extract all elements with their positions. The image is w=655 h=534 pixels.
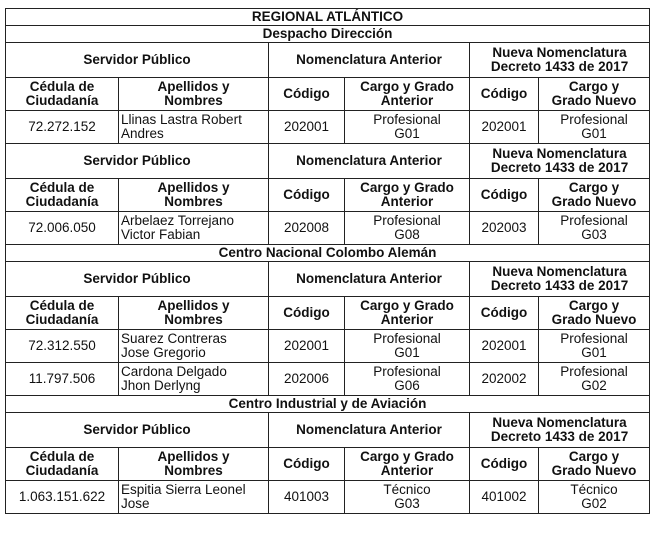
nombre-line-2: Andres: [121, 126, 164, 141]
nombre-cell: [119, 330, 269, 363]
section-title: Centro Nacional Colombo Alemán: [6, 245, 650, 262]
nueva-nomen-header: [470, 43, 650, 78]
cargo-anterior-header: [345, 448, 470, 481]
cargo-anterior-line-2: G08: [394, 227, 420, 242]
cedula-cell: 1.063.151.622: [6, 481, 119, 514]
nombre-cell: [119, 212, 269, 245]
cargo-nuevo-header-line-1: Cargo y: [568, 449, 620, 464]
nueva-nomen-line-1: Nueva Nomenclatura: [492, 264, 627, 279]
cargo-anterior-header-line-1: Cargo y Grado: [360, 79, 454, 94]
cargo-nuevo-header-line-2: Grado Nuevo: [551, 463, 637, 478]
codigo-anterior-cell: 401003: [269, 481, 345, 514]
nomen-anterior-header: Nomenclatura Anterior: [269, 144, 470, 179]
column-header-row: [6, 78, 650, 111]
cargo-anterior-header: [345, 78, 470, 111]
cargo-anterior-line-2: G01: [394, 126, 420, 141]
section-row: [6, 396, 650, 413]
nombre-line-1: Espitia Sierra Leonel: [121, 482, 246, 497]
cargo-nuevo-header-line-2: Grado Nuevo: [551, 312, 637, 327]
cargo-anterior-line-2: G03: [394, 496, 420, 511]
document: [5, 8, 650, 514]
group-header-row: [6, 262, 650, 297]
apellidos-header: [119, 78, 269, 111]
codigo-nuevo-header: Código: [470, 179, 539, 212]
table-row: [6, 212, 650, 245]
cedula-header-line-2: Ciudadanía: [25, 194, 99, 209]
codigo-anterior-header: Código: [269, 78, 345, 111]
nombre-line-2: Jose: [121, 496, 150, 511]
apellidos-header-line-1: Apellidos y: [157, 449, 230, 464]
servidor-header: Servidor Público: [6, 413, 269, 448]
servidor-header: Servidor Público: [6, 43, 269, 78]
section-row: [6, 26, 650, 43]
apellidos-header-line-2: Nombres: [164, 93, 223, 108]
cargo-anterior-line-1: Profesional: [373, 364, 441, 379]
group-header-row: [6, 144, 650, 179]
nomenclature-table: [5, 8, 650, 514]
cedula-cell: 72.312.550: [6, 330, 119, 363]
apellidos-header: [119, 297, 269, 330]
cedula-header-line-1: Cédula de: [29, 449, 95, 464]
table-row: [6, 481, 650, 514]
codigo-anterior-cell: 202001: [269, 111, 345, 144]
cedula-cell: 72.006.050: [6, 212, 119, 245]
group-header-row: [6, 43, 650, 78]
nueva-nomen-header: [470, 262, 650, 297]
nueva-nomen-line-1: Nueva Nomenclatura: [492, 146, 627, 161]
cedula-header-line-1: Cédula de: [29, 180, 95, 195]
nombre-line-2: Jhon Derlyng: [121, 378, 201, 393]
apellidos-header: [119, 179, 269, 212]
nueva-nomen-line-2: Decreto 1433 de 2017: [490, 59, 629, 74]
nombre-line-1: Arbelaez Torrejano: [121, 213, 235, 228]
servidor-header: Servidor Público: [6, 262, 269, 297]
column-header-row: [6, 297, 650, 330]
cedula-header: [6, 78, 119, 111]
codigo-nuevo-cell: 401002: [470, 481, 539, 514]
cargo-nuevo-header-line-1: Cargo y: [568, 79, 620, 94]
cargo-anterior-header-line-2: Anterior: [380, 463, 434, 478]
cedula-cell: 11.797.506: [6, 363, 119, 396]
table-body: [6, 9, 650, 514]
cargo-nuevo-header-line-1: Cargo y: [568, 180, 620, 195]
servidor-header: Servidor Público: [6, 144, 269, 179]
cargo-nuevo-cell: [539, 363, 650, 396]
codigo-nuevo-header: Código: [470, 78, 539, 111]
nueva-nomen-header: [470, 413, 650, 448]
nueva-nomen-line-2: Decreto 1433 de 2017: [490, 278, 629, 293]
cargo-nuevo-line-2: G02: [581, 496, 607, 511]
cargo-nuevo-header-line-1: Cargo y: [568, 298, 620, 313]
cargo-nuevo-header-line-2: Grado Nuevo: [551, 93, 637, 108]
codigo-nuevo-cell: 202002: [470, 363, 539, 396]
codigo-nuevo-cell: 202001: [470, 330, 539, 363]
nomen-anterior-header: Nomenclatura Anterior: [269, 43, 470, 78]
cargo-anterior-line-1: Profesional: [373, 112, 441, 127]
group-header-row: [6, 413, 650, 448]
cargo-nuevo-line-2: G02: [581, 378, 607, 393]
cargo-anterior-cell: [345, 111, 470, 144]
cargo-nuevo-line-1: Profesional: [560, 331, 628, 346]
cargo-nuevo-line-2: G03: [581, 227, 607, 242]
nomen-anterior-header: Nomenclatura Anterior: [269, 413, 470, 448]
cargo-nuevo-line-2: G01: [581, 345, 607, 360]
nueva-nomen-line-1: Nueva Nomenclatura: [492, 415, 627, 430]
cedula-cell: 72.272.152: [6, 111, 119, 144]
cargo-nuevo-cell: [539, 212, 650, 245]
nueva-nomen-header: [470, 144, 650, 179]
cargo-nuevo-line-1: Profesional: [560, 112, 628, 127]
codigo-nuevo-header: Código: [470, 448, 539, 481]
codigo-anterior-header: Código: [269, 179, 345, 212]
apellidos-header-line-1: Apellidos y: [157, 180, 230, 195]
cedula-header-line-2: Ciudadanía: [25, 463, 99, 478]
nomen-anterior-header: Nomenclatura Anterior: [269, 262, 470, 297]
cargo-nuevo-header-line-2: Grado Nuevo: [551, 194, 637, 209]
cargo-anterior-cell: [345, 481, 470, 514]
column-header-row: [6, 448, 650, 481]
cargo-anterior-header: [345, 297, 470, 330]
nombre-cell: [119, 363, 269, 396]
cargo-nuevo-line-1: Profesional: [560, 364, 628, 379]
apellidos-header-line-1: Apellidos y: [157, 298, 230, 313]
codigo-anterior-header: Código: [269, 448, 345, 481]
cedula-header-line-2: Ciudadanía: [25, 93, 99, 108]
cargo-anterior-header-line-2: Anterior: [380, 312, 434, 327]
codigo-nuevo-cell: 202003: [470, 212, 539, 245]
cedula-header-line-1: Cédula de: [29, 79, 95, 94]
cedula-header-line-1: Cédula de: [29, 298, 95, 313]
codigo-nuevo-cell: 202001: [470, 111, 539, 144]
nombre-line-1: Llinas Lastra Robert: [121, 112, 242, 127]
apellidos-header-line-1: Apellidos y: [157, 79, 230, 94]
apellidos-header: [119, 448, 269, 481]
nombre-line-2: Jose Gregorio: [121, 345, 206, 360]
region-title: REGIONAL ATLÁNTICO: [6, 9, 650, 26]
cargo-anterior-header: [345, 179, 470, 212]
codigo-anterior-header: Código: [269, 297, 345, 330]
codigo-anterior-cell: 202008: [269, 212, 345, 245]
cargo-nuevo-line-1: Técnico: [570, 482, 618, 497]
cargo-anterior-header-line-1: Cargo y Grado: [360, 298, 454, 313]
cargo-nuevo-header: [539, 297, 650, 330]
nueva-nomen-line-1: Nueva Nomenclatura: [492, 45, 627, 60]
nueva-nomen-line-2: Decreto 1433 de 2017: [490, 429, 629, 444]
cargo-nuevo-cell: [539, 330, 650, 363]
cargo-anterior-cell: [345, 330, 470, 363]
cargo-anterior-header-line-2: Anterior: [380, 93, 434, 108]
section-title: Centro Industrial y de Aviación: [6, 396, 650, 413]
cargo-anterior-header-line-2: Anterior: [380, 194, 434, 209]
cargo-anterior-cell: [345, 212, 470, 245]
nombre-line-1: Cardona Delgado: [121, 364, 227, 379]
table-row: [6, 363, 650, 396]
apellidos-header-line-2: Nombres: [164, 312, 223, 327]
cargo-anterior-line-2: G06: [394, 378, 420, 393]
cargo-anterior-line-1: Profesional: [373, 331, 441, 346]
cargo-nuevo-cell: [539, 111, 650, 144]
cargo-nuevo-line-1: Profesional: [560, 213, 628, 228]
cargo-nuevo-header: [539, 179, 650, 212]
cedula-header-line-2: Ciudadanía: [25, 312, 99, 327]
cargo-anterior-header-line-1: Cargo y Grado: [360, 180, 454, 195]
section-row: [6, 245, 650, 262]
nombre-cell: [119, 481, 269, 514]
nombre-cell: [119, 111, 269, 144]
table-row: [6, 111, 650, 144]
cargo-nuevo-header: [539, 78, 650, 111]
region-title-row: [6, 9, 650, 26]
nueva-nomen-line-2: Decreto 1433 de 2017: [490, 160, 629, 175]
table-row: [6, 330, 650, 363]
codigo-nuevo-header: Código: [470, 297, 539, 330]
codigo-anterior-cell: 202001: [269, 330, 345, 363]
nombre-line-2: Victor Fabian: [121, 227, 201, 242]
nombre-line-1: Suarez Contreras: [121, 331, 227, 346]
cargo-anterior-cell: [345, 363, 470, 396]
cargo-nuevo-cell: [539, 481, 650, 514]
cargo-anterior-line-2: G01: [394, 345, 420, 360]
cargo-anterior-line-1: Técnico: [383, 482, 431, 497]
apellidos-header-line-2: Nombres: [164, 463, 223, 478]
cedula-header: [6, 448, 119, 481]
cargo-anterior-line-1: Profesional: [373, 213, 441, 228]
cargo-nuevo-line-2: G01: [581, 126, 607, 141]
cedula-header: [6, 297, 119, 330]
cargo-nuevo-header: [539, 448, 650, 481]
section-title: Despacho Dirección: [6, 26, 650, 43]
codigo-anterior-cell: 202006: [269, 363, 345, 396]
apellidos-header-line-2: Nombres: [164, 194, 223, 209]
cargo-anterior-header-line-1: Cargo y Grado: [360, 449, 454, 464]
column-header-row: [6, 179, 650, 212]
cedula-header: [6, 179, 119, 212]
